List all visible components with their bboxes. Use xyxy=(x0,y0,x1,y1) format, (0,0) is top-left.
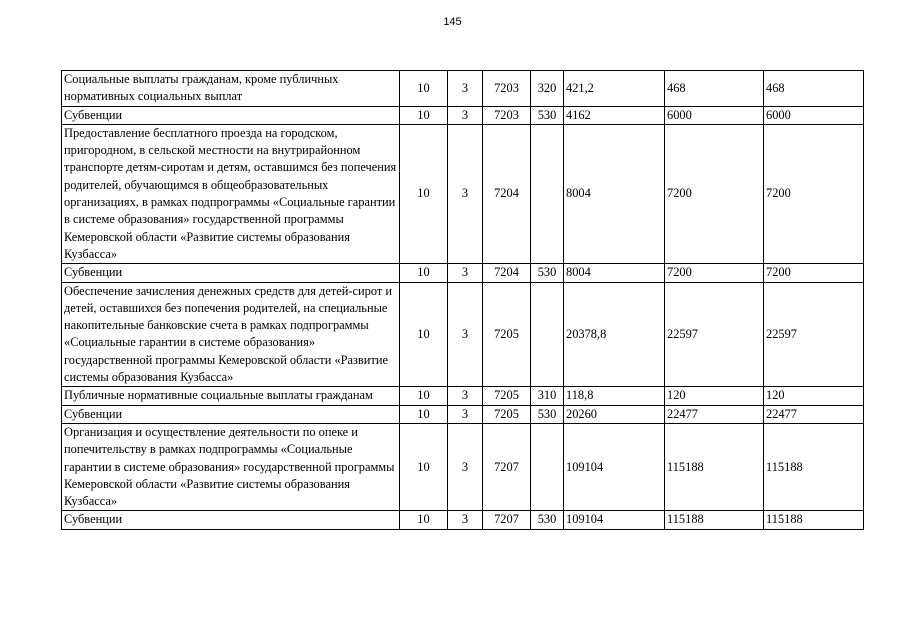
amount-col-3: 120 xyxy=(764,387,864,405)
table-row xyxy=(62,282,864,387)
expense-type-code xyxy=(531,282,564,387)
section-code: 10 xyxy=(400,282,448,387)
row-description: Субвенции xyxy=(62,264,400,282)
target-article-code: 7207 xyxy=(483,423,531,510)
expense-type-code: 530 xyxy=(531,264,564,282)
section-code: 10 xyxy=(400,511,448,529)
amount-col-2: 6000 xyxy=(665,106,764,124)
table-row xyxy=(62,387,864,405)
target-article-code: 7205 xyxy=(483,387,531,405)
row-description: Субвенции xyxy=(62,405,400,423)
row-description: Организация и осуществление деятельности по опеке и попечительству в рамках подпрограммы «Социальные гарантии в системе образования» государственной программы Кемеровской области «Развитие системы образования Кузбасса» xyxy=(62,423,400,510)
subsection-code: 3 xyxy=(448,282,483,387)
page-number: 145 xyxy=(443,16,462,28)
amount-col-2: 468 xyxy=(665,71,764,107)
table-row xyxy=(62,423,864,510)
row-description: Публичные нормативные социальные выплаты гражданам xyxy=(62,387,400,405)
expense-type-code: 320 xyxy=(531,71,564,107)
table-row xyxy=(62,511,864,529)
section-code: 10 xyxy=(400,423,448,510)
amount-col-2: 7200 xyxy=(665,264,764,282)
target-article-code: 7205 xyxy=(483,282,531,387)
expense-type-code xyxy=(531,423,564,510)
section-code: 10 xyxy=(400,106,448,124)
section-code: 10 xyxy=(400,387,448,405)
expense-type-code: 530 xyxy=(531,511,564,529)
expense-type-code: 530 xyxy=(531,106,564,124)
subsection-code: 3 xyxy=(448,405,483,423)
amount-col-1: 109104 xyxy=(564,423,665,510)
amount-col-1: 118,8 xyxy=(564,387,665,405)
amount-col-1: 4162 xyxy=(564,106,665,124)
amount-col-3: 7200 xyxy=(764,124,864,263)
subsection-code: 3 xyxy=(448,71,483,107)
amount-col-2: 22597 xyxy=(665,282,764,387)
amount-col-2: 115188 xyxy=(665,511,764,529)
subsection-code: 3 xyxy=(448,264,483,282)
amount-col-1: 20378,8 xyxy=(564,282,665,387)
amount-col-3: 468 xyxy=(764,71,864,107)
table-row xyxy=(62,124,864,263)
section-code: 10 xyxy=(400,264,448,282)
row-description: Обеспечение зачисления денежных средств для детей-сирот и детей, оставшихся без попечения родителей, на специальные накопительные банковские счета в рамках подпрограммы «Социальные гарантии в системе образования» государственной программы Кемеровской области «Развитие системы образования Кузбасса» xyxy=(62,282,400,387)
amount-col-2: 22477 xyxy=(665,405,764,423)
amount-col-1: 8004 xyxy=(564,124,665,263)
subsection-code: 3 xyxy=(448,106,483,124)
expense-type-code: 310 xyxy=(531,387,564,405)
amount-col-3: 115188 xyxy=(764,423,864,510)
table-row xyxy=(62,405,864,423)
section-code: 10 xyxy=(400,405,448,423)
target-article-code: 7207 xyxy=(483,511,531,529)
amount-col-1: 109104 xyxy=(564,511,665,529)
row-description: Социальные выплаты гражданам, кроме публичных нормативных социальных выплат xyxy=(62,71,400,107)
amount-col-1: 421,2 xyxy=(564,71,665,107)
subsection-code: 3 xyxy=(448,387,483,405)
amount-col-3: 6000 xyxy=(764,106,864,124)
amount-col-1: 20260 xyxy=(564,405,665,423)
target-article-code: 7204 xyxy=(483,124,531,263)
table-row xyxy=(62,106,864,124)
row-description: Предоставление бесплатного проезда на городском, пригородном, в сельской местности на внутрирайонном транспорте детям-сиротам и детям, оставшимся без попечения родителей, обучающимся в общеобразовательных организациях, в рамках подпрограммы «Социальные гарантии в системе образования» государственной программы Кемеровской области «Развитие системы образования Кузбасса» xyxy=(62,124,400,263)
section-code: 10 xyxy=(400,71,448,107)
amount-col-2: 120 xyxy=(665,387,764,405)
budget-table xyxy=(61,70,864,530)
amount-col-1: 8004 xyxy=(564,264,665,282)
row-description: Субвенции xyxy=(62,106,400,124)
section-code: 10 xyxy=(400,124,448,263)
row-description: Субвенции xyxy=(62,511,400,529)
expense-type-code xyxy=(531,124,564,263)
subsection-code: 3 xyxy=(448,423,483,510)
target-article-code: 7203 xyxy=(483,71,531,107)
amount-col-3: 22597 xyxy=(764,282,864,387)
target-article-code: 7203 xyxy=(483,106,531,124)
target-article-code: 7204 xyxy=(483,264,531,282)
subsection-code: 3 xyxy=(448,511,483,529)
amount-col-2: 7200 xyxy=(665,124,764,263)
subsection-code: 3 xyxy=(448,124,483,263)
amount-col-3: 7200 xyxy=(764,264,864,282)
expense-type-code: 530 xyxy=(531,405,564,423)
table-body xyxy=(62,71,864,530)
amount-col-3: 115188 xyxy=(764,511,864,529)
table-row xyxy=(62,71,864,107)
amount-col-2: 115188 xyxy=(665,423,764,510)
table-row xyxy=(62,264,864,282)
target-article-code: 7205 xyxy=(483,405,531,423)
amount-col-3: 22477 xyxy=(764,405,864,423)
